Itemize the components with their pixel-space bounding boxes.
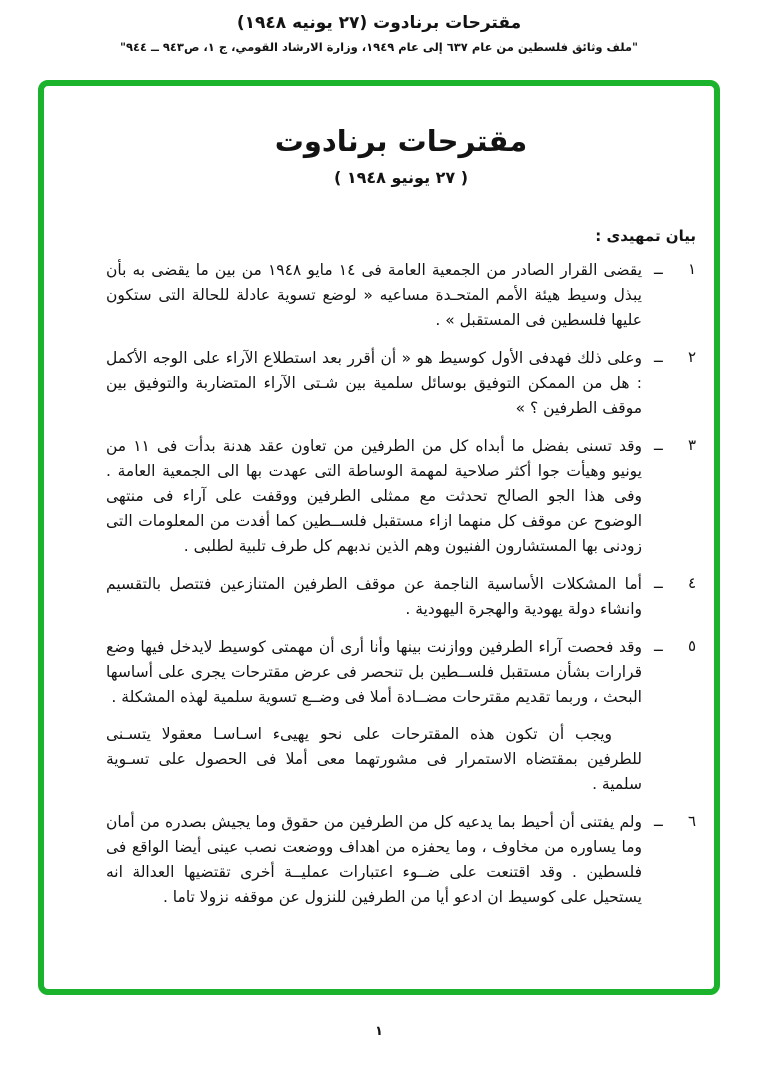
document-frame (38, 80, 720, 995)
item-body (106, 434, 642, 559)
document-title: مقترحات برنادوت (274, 124, 528, 158)
item-number: ٥ (687, 637, 696, 655)
dash-icon: ــ (654, 260, 663, 278)
item-body (106, 635, 642, 797)
item-body (106, 346, 642, 421)
document-subtitle: ( ٢٧ يونيو ١٩٤٨ ) (333, 168, 469, 187)
item-marker-6 (654, 810, 696, 910)
section-heading: بيان تمهيدى : (595, 227, 696, 245)
dash-icon: ــ (654, 574, 663, 592)
item-text: وقد فحصت آراء الطرفين ووازنت بينها وأنا أرى أن مهمتى كوسيط لايدخل فيها وضع قرارات بشأن مستقبل فلســطين بل تنحصر فى عرض مقترحات يجرى على أساسها البحث ، وربما تقديم مقترحات مضــادة أملا فى وضــع تسوية سلمية لهذه المشكلة . (106, 638, 642, 706)
item-marker-4 (654, 572, 696, 622)
numbered-paragraph-list (106, 258, 696, 910)
numbered-paragraph-6 (106, 810, 696, 910)
page-number: ١ (375, 1024, 383, 1039)
item-body (106, 572, 642, 622)
item-number: ٤ (687, 574, 696, 592)
item-text: ولم يفتنى أن أحيط بما يدعيه كل من الطرفين من حقوق وما يجيش بصدره من أمان وما يساوره من مخاوف ، وما يحفزه من اهداف ووضعت نصب عينى أيضا الواقع فى فلسطين . وقد اقتنعت على ضــوء اعتبارات عمليــة أخرى تقتضيها العدالة انه يستحيل على كوسيط ان ادعو أيا من الطرفين للنزول عن موقفه نزولا تاما . (106, 813, 642, 906)
item-text-continued: ويجب أن تكون هذه المقترحات على نحو يهيىء اسـاسـا معقولا يتسـنى للطرفين بمقتضاه الاستمرار فى مشورتهما معى أملا فى الحصول على تسـوية سلمية . (106, 725, 642, 793)
dash-icon: ــ (654, 348, 663, 366)
numbered-paragraph-1 (106, 258, 696, 333)
item-marker-3 (654, 434, 696, 559)
dash-icon: ــ (654, 436, 663, 454)
item-body (106, 258, 642, 333)
numbered-paragraph-2 (106, 346, 696, 421)
item-marker-1 (654, 258, 696, 333)
dash-icon: ــ (654, 812, 663, 830)
item-marker-5 (654, 635, 696, 797)
item-text: أما المشكلات الأساسية الناجمة عن موقف الطرفين المتنازعين فتتصل بالتقسيم وانشاء دولة يهودية والهجرة اليهودية . (106, 575, 642, 618)
numbered-paragraph-3 (106, 434, 696, 559)
page-header (0, 0, 758, 54)
item-text: وعلى ذلك فهدفى الأول كوسيط هو « أن أقرر بعد استطلاع الآراء على الوجه الأكمل : هل من الممكن التوفيق بوسائل سلمية بين شـتى الآراء المتضاربة والتوفيق بين موقف الطرفين ؟ » (106, 349, 642, 417)
numbered-paragraph-5 (106, 635, 696, 797)
item-text: وقد تسنى بفضل ما أبداه كل من الطرفين من تعاون عقد هدنة بدأت فى ١١ من يونيو وهيأت جوا أكثر صلاحية لمهمة الوساطة التى عهدت بها الى الجمعية العامة . وفى هذا الجو الصالح تحدثت مع ممثلى الطرفين ووقفت على آراء فى منتهى الوضوح عن موقف كل منهما ازاء مستقبل فلســطين كما أفدت من المعلومات التى زودنى بها المستشارون الفنيون وهم الذين ندبهم كل طرف تلبية لطلبى . (106, 437, 642, 555)
item-number: ٦ (687, 812, 696, 830)
numbered-paragraph-4 (106, 572, 696, 622)
item-number: ١ (687, 260, 696, 278)
item-number: ٣ (687, 436, 696, 454)
item-number: ٢ (687, 348, 696, 366)
item-marker-2 (654, 346, 696, 421)
header-citation: "ملف وثائق فلسطين من عام ٦٣٧ إلى عام ١٩٤٩، وزارة الارشاد القومي، ج ١، ص٩٤٣ ــ ٩٤٤" (119, 40, 639, 54)
item-body (106, 810, 642, 910)
item-text: يقضى القرار الصادر من الجمعية العامة فى ١٤ مايو ١٩٤٨ من بين ما يقضى به بأن يبذل وسيط هيئة الأمم المتحـدة مساعيه « لوضع تسوية عادلة للحالة التى ستكون عليها فلسطين فى المستقبل » . (106, 261, 643, 329)
dash-icon: ــ (654, 637, 663, 655)
header-title: مقترحات برنادوت (٢٧ يونيه ١٩٤٨) (236, 13, 522, 33)
